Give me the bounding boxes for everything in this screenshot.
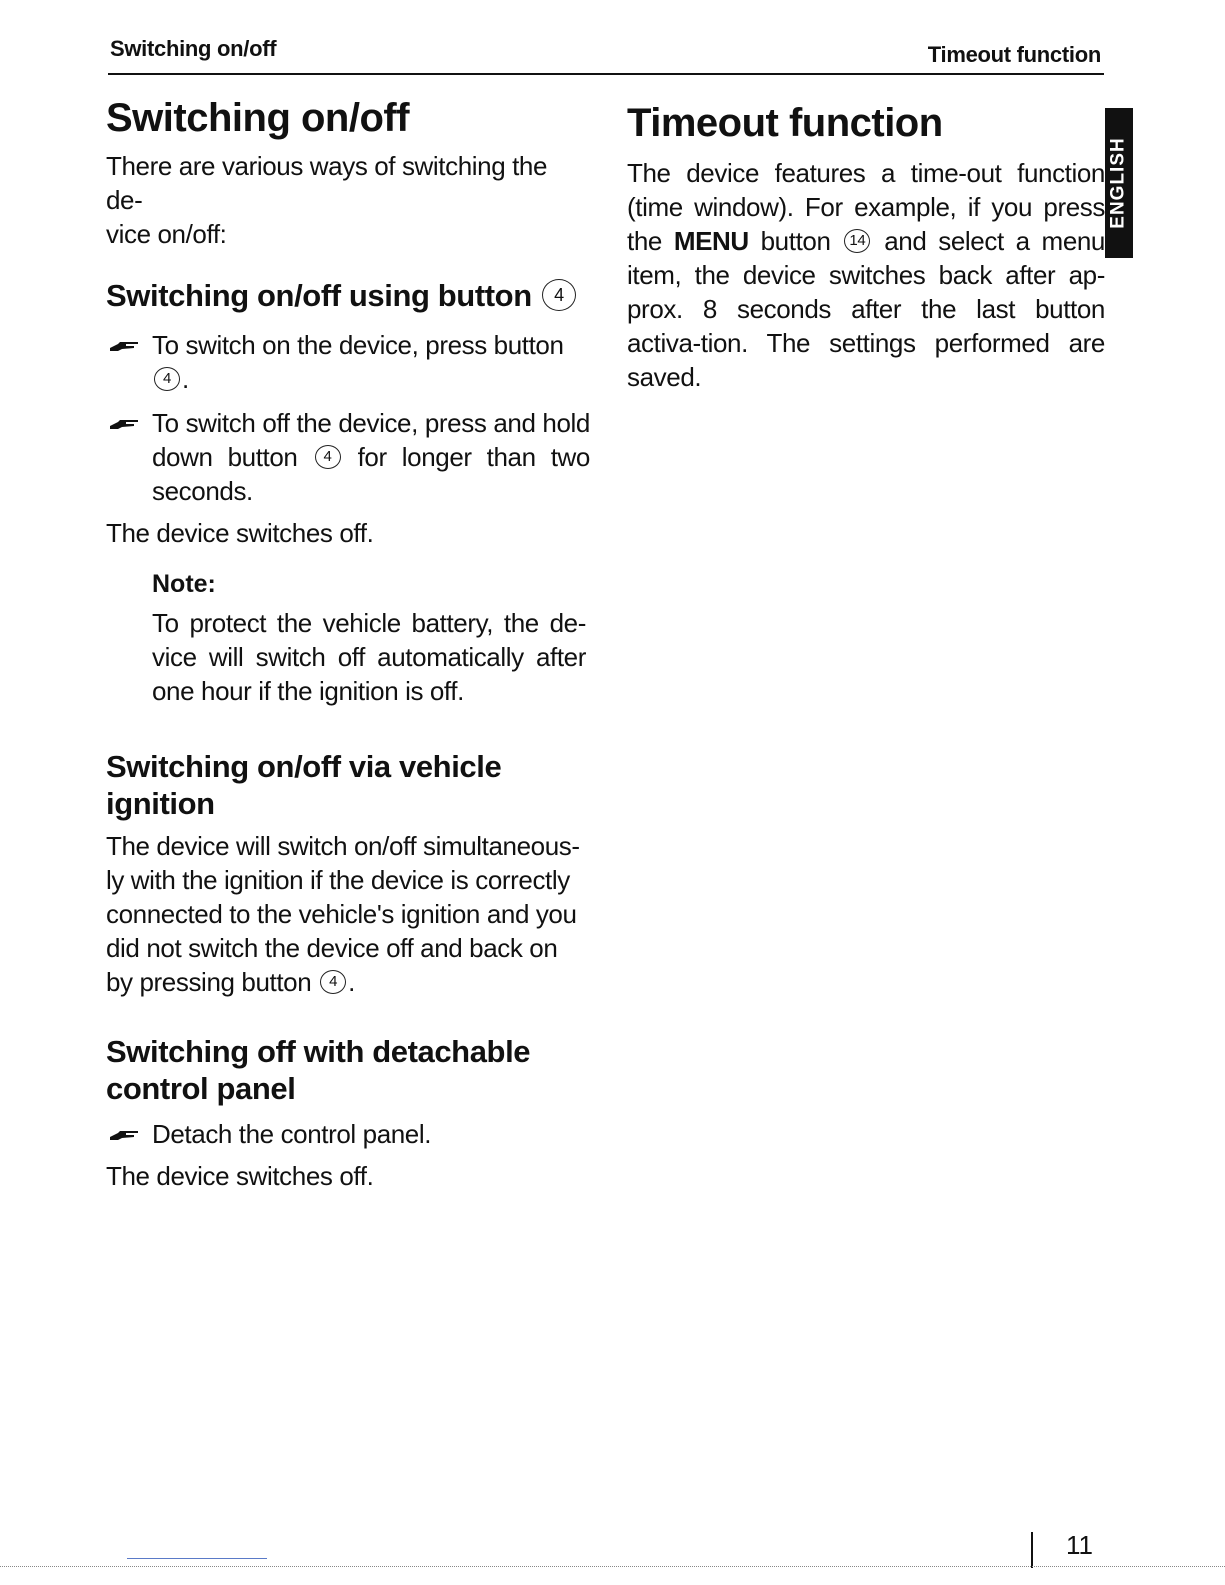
timeout-text-b: button <box>760 226 831 256</box>
language-tab <box>1105 108 1133 258</box>
left-column <box>106 95 590 1193</box>
section-heading-detachable: Switching off with detachable control panel <box>106 1033 531 1106</box>
bullet-switch-off-text-a: To switch off the device, press and hold down button <box>152 408 590 473</box>
timeout-text-c: and select a menu item, the device switches back after ap-prox. 8 seconds after the last button activa-tion. The settings performed are saved. <box>627 226 1105 392</box>
page-title-switching: Switching on/off <box>106 96 410 140</box>
page-number: 11 <box>1066 1530 1093 1560</box>
menu-button-label: MENU <box>673 226 749 256</box>
pointing-hand-icon <box>108 406 148 440</box>
running-header-right: Timeout function <box>927 42 1101 67</box>
note-block <box>152 568 590 708</box>
scan-edge-line <box>0 1566 1225 1567</box>
button-ref-badge: 14 <box>844 229 870 253</box>
page-title-timeout: Timeout function <box>627 101 943 145</box>
bullet-switch-off-text-b: for longer than two seconds. <box>152 442 590 507</box>
note-title: Note: <box>152 570 216 599</box>
header-divider <box>108 73 1104 75</box>
section-heading-button <box>106 277 590 314</box>
button-ref-badge: 4 <box>542 279 576 311</box>
language-tab-label: ENGLISH <box>1108 137 1130 229</box>
bullet-detach <box>106 1117 590 1151</box>
intro-line-1: There are various ways of switching the de- <box>106 151 548 215</box>
button-ref-badge: 4 <box>315 445 341 469</box>
bullet-detach-text: Detach the control panel. <box>152 1118 432 1149</box>
bullet-switch-off <box>106 406 590 508</box>
button-ref-badge: 4 <box>154 367 180 391</box>
section-heading-ignition: Switching on/off via vehicle ignition <box>106 749 502 822</box>
ignition-paragraph: The device will switch on/off simultaneous-ly with the ignition if the device is correctly connected to the vehicle's ignition and you did not switch the device off and back on by pressing button 4 . <box>106 830 580 997</box>
bullet-switch-on: To switch on the device, press button 4 . <box>106 328 590 396</box>
intro-line-2: vice on/off: <box>106 219 227 249</box>
result-detach-switches-off: The device switches off. <box>106 1160 374 1191</box>
button-ref-badge: 4 <box>320 970 346 994</box>
running-header-left: Switching on/off <box>110 36 277 61</box>
result-switches-off: The device switches off. <box>106 518 374 549</box>
page-number-divider <box>1031 1532 1033 1568</box>
timeout-text-a: The device features a time-out function (time window). For example, if you press the <box>627 158 1105 256</box>
intro-paragraph <box>106 149 590 251</box>
note-text: To protect the vehicle battery, the de-vice will switch off automatically after one hour if the ignition is off. <box>152 608 586 707</box>
section-heading-button-text: Switching on/off using button <box>106 278 532 313</box>
scan-edge-mark <box>127 1558 267 1559</box>
right-column <box>627 100 1105 394</box>
bullet-switch-on-text: To switch on the device, press button <box>152 330 564 361</box>
pointing-hand-icon <box>108 1117 148 1151</box>
ignition-paragraph-text: The device will switch on/off simultaneous-ly with the ignition if the device is correctly connected to the vehicle's ignition and you did not switch the device off and back on by pressing button <box>106 830 580 997</box>
pointing-hand-icon <box>108 328 148 362</box>
timeout-paragraph <box>627 156 1105 394</box>
